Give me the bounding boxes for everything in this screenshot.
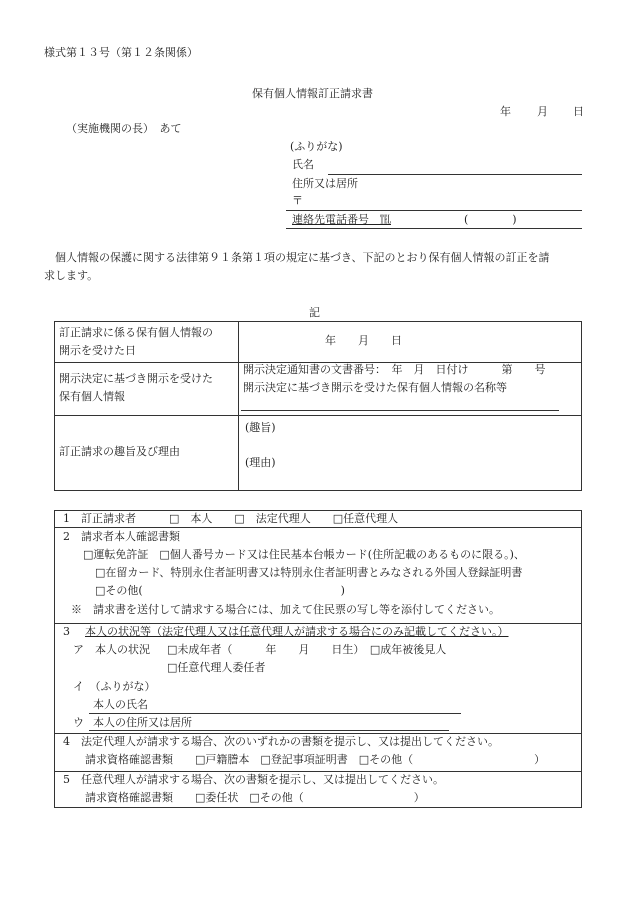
phone-field[interactable] xyxy=(286,228,582,229)
principal-address-field[interactable] xyxy=(89,730,449,731)
section3-i-label: イ （ふりがな） xyxy=(73,680,156,693)
section3-u-label: ウ xyxy=(73,716,84,729)
section2-line1[interactable]: □運転免許証 □個人番号カード又は住民基本台帳カード(住所記載のあるものに限る。)、 xyxy=(83,548,525,561)
row1-label-line2: 開示を受けた日 xyxy=(59,344,136,357)
section2-heading: 2 請求者本人確認書類 xyxy=(63,530,180,543)
address-field[interactable] xyxy=(286,210,582,211)
section3-heading: 本人の状況等（法定代理人又は任意代理人が請求する場合にのみ記載してください。） xyxy=(85,625,509,638)
main-table xyxy=(54,321,582,491)
addressee: （実施機関の長） あて xyxy=(66,122,182,135)
section4-line1: 4 法定代理人が請求する場合、次のいずれかの書類を提示し、又は提出してください。 xyxy=(63,735,499,748)
row2-label-line1: 開示決定に基づき開示を受けた xyxy=(59,372,213,385)
date-year: 年 xyxy=(500,105,511,118)
row2-document-number[interactable]: 開示決定通知書の文書番号： 年 月 日付け 第 号 xyxy=(243,363,546,376)
section2-line3[interactable]: □その他( ) xyxy=(95,584,345,597)
row3-reason[interactable]: (理由) xyxy=(245,456,276,469)
section5-line2[interactable]: 請求資格確認書類 □委任状 □その他（ ） xyxy=(85,791,425,804)
section3-a-option-proxy[interactable]: □任意代理人委任者 xyxy=(167,661,266,674)
row3-label: 訂正請求の趣旨及び理由 xyxy=(59,445,180,458)
document-title: 保有個人情報訂正請求書 xyxy=(252,87,373,100)
section3-a-label: ア 本人の状況 xyxy=(73,643,150,656)
row1-date-value[interactable]: 年 月 日 xyxy=(325,334,402,347)
date-day: 日 xyxy=(573,105,584,118)
section5-line1: 5 任意代理人が請求する場合、次の書類を提示し、又は提出してください。 xyxy=(63,773,444,786)
phone-label: 連絡先電話番号 ℡ xyxy=(292,213,391,226)
name-label: 氏名 xyxy=(292,158,314,171)
section3-principal-name: 本人の氏名 xyxy=(93,698,148,711)
section2-note: ※ 請求書を送付して請求する場合には、加えて住民票の写し等を添付してください。 xyxy=(71,603,500,616)
lower-table xyxy=(54,510,582,808)
row1-label-line1: 訂正請求に係る保有個人情報の xyxy=(59,326,213,339)
form-number: 様式第１３号（第１２条関係） xyxy=(44,46,198,59)
intro-line-2: 求します。 xyxy=(44,269,99,282)
furigana-label: (ふりがな) xyxy=(290,140,343,153)
row2-info-field[interactable] xyxy=(241,410,559,411)
postal-mark: 〒 xyxy=(292,194,303,207)
ki-label: 記 xyxy=(309,306,320,319)
section3-a-options[interactable]: □未成年者（ 年 月 日生） □成年被後見人 xyxy=(167,643,447,656)
section3-number: 3 xyxy=(63,625,70,638)
principal-name-field[interactable] xyxy=(89,713,461,714)
name-field[interactable] xyxy=(328,174,582,175)
section2-line2[interactable]: □在留カード、特別永住者証明書又は特別永住者証明書とみなされる外国人登録証明書 xyxy=(95,566,523,579)
phone-parens: ( ) xyxy=(464,213,517,226)
row3-purpose[interactable]: (趣旨) xyxy=(245,421,276,434)
section3-principal-address: 本人の住所又は居所 xyxy=(93,716,192,729)
intro-line-1: 個人情報の保護に関する法律第９１条第１項の規定に基づき、下記のとおり保有個人情報の訂正を請 xyxy=(44,251,550,264)
date-month: 月 xyxy=(537,105,548,118)
section4-line2[interactable]: 請求資格確認書類 □戸籍謄本 □登記事項証明書 □その他（ ） xyxy=(85,753,546,766)
row2-label-line2: 保有個人情報 xyxy=(59,390,125,403)
row2-info-name: 開示決定に基づき開示を受けた保有個人情報の名称等 xyxy=(243,381,507,394)
section1-requester-type[interactable]: 1 訂正請求者 □ 本人 □ 法定代理人 □任意代理人 xyxy=(63,512,399,525)
address-label: 住所又は居所 xyxy=(292,177,358,190)
